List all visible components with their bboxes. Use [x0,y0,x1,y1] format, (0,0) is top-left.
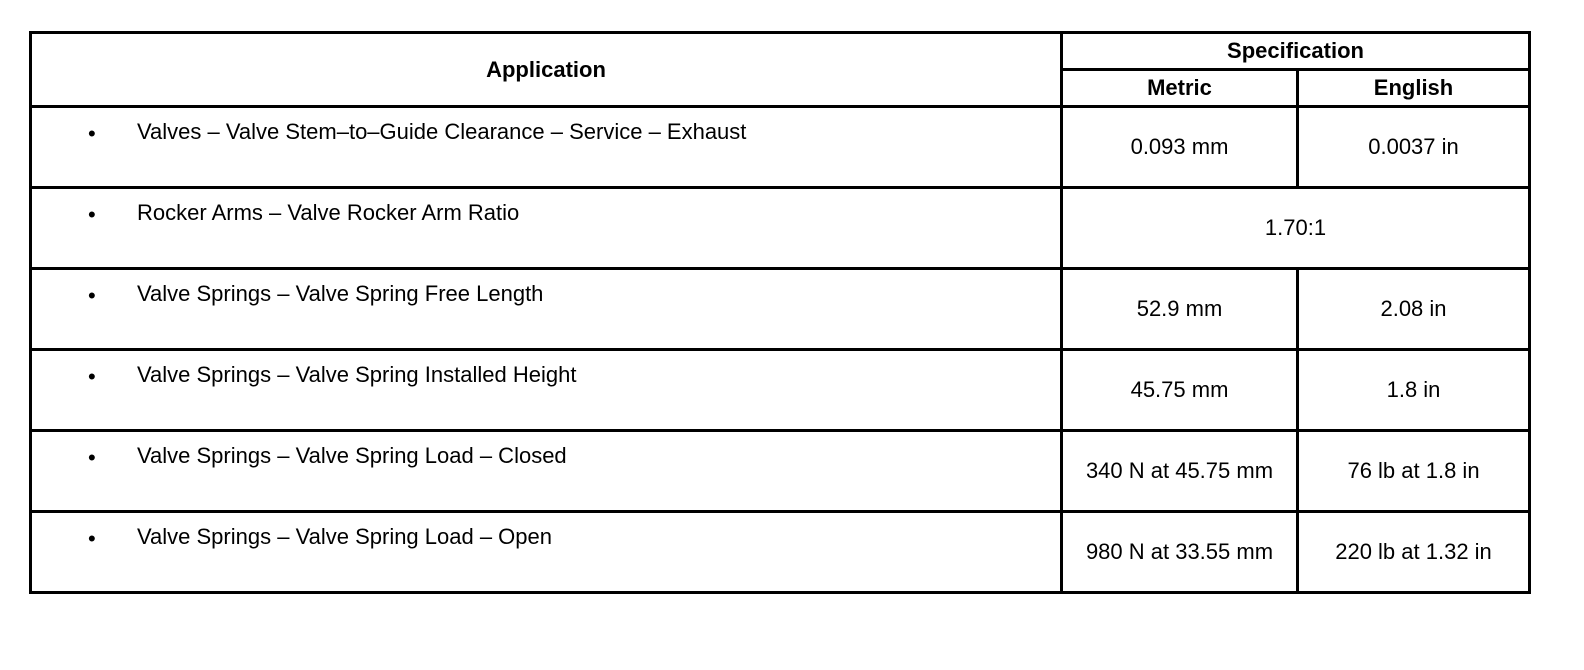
application-cell [31,269,1062,350]
bullet-icon: • [88,526,96,551]
table-row [31,269,1530,350]
english-value: 76 lb at 1.8 in [1298,431,1530,512]
application-text: Rocker Arms – Valve Rocker Arm Ratio [137,200,520,225]
metric-value: 45.75 mm [1062,350,1298,431]
application-cell [31,431,1062,512]
table-row [31,431,1530,512]
application-text: Valve Springs – Valve Spring Load – Closed [137,443,567,468]
table-row [31,188,1530,269]
metric-value: 340 N at 45.75 mm [1062,431,1298,512]
table-row [31,350,1530,431]
combined-value: 1.70:1 [1062,188,1530,269]
application-text: Valve Springs – Valve Spring Installed Height [137,362,577,387]
application-header: Application [31,33,1062,107]
bullet-icon: • [88,121,96,146]
english-value: 220 lb at 1.32 in [1298,512,1530,593]
application-text: Valves – Valve Stem–to–Guide Clearance – Service – Exhaust [137,119,747,144]
metric-value: 980 N at 33.55 mm [1062,512,1298,593]
metric-value: 0.093 mm [1062,107,1298,188]
english-value: 1.8 in [1298,350,1530,431]
bullet-icon: • [88,364,96,389]
bullet-icon: • [88,283,96,308]
application-cell [31,107,1062,188]
application-cell [31,350,1062,431]
metric-value: 52.9 mm [1062,269,1298,350]
table-row [31,512,1530,593]
english-value: 0.0037 in [1298,107,1530,188]
metric-header: Metric [1062,70,1298,107]
bullet-icon: • [88,445,96,470]
application-cell [31,188,1062,269]
bullet-icon: • [88,202,96,227]
application-text: Valve Springs – Valve Spring Load – Open [137,524,553,549]
specification-header: Specification [1062,33,1530,70]
application-text: Valve Springs – Valve Spring Free Length [137,281,544,306]
application-cell [31,512,1062,593]
english-header: English [1298,70,1530,107]
header-row-top [31,33,1530,70]
english-value: 2.08 in [1298,269,1530,350]
specification-table [29,31,1531,594]
table-row [31,107,1530,188]
